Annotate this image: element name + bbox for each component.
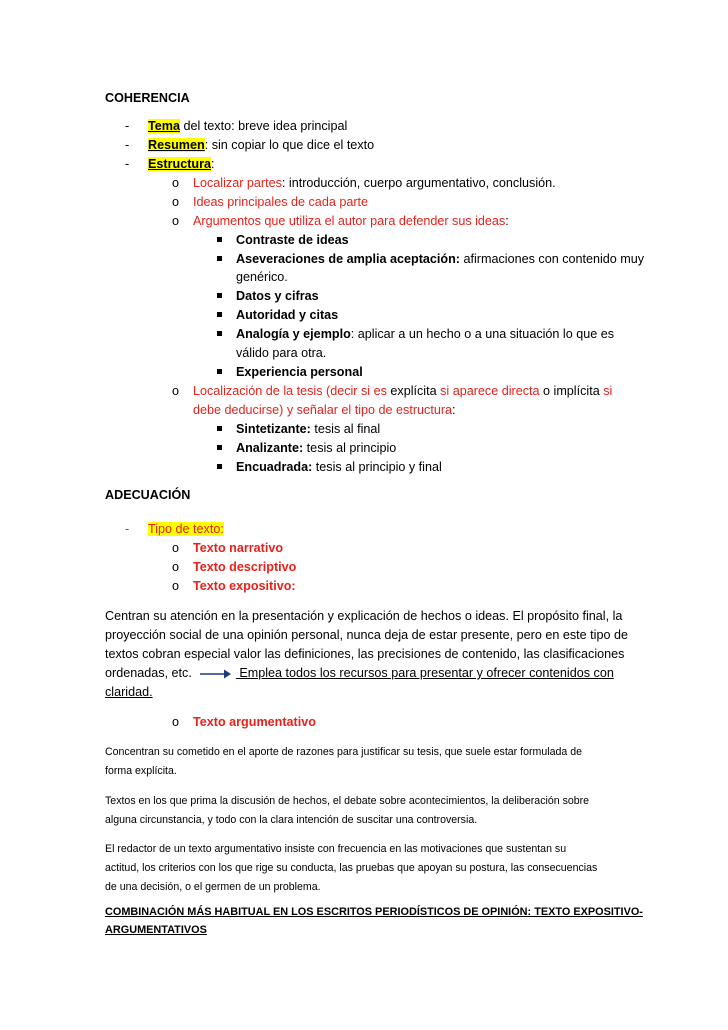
- arg-item-aseveraciones: [236, 250, 644, 268]
- right-arrow-icon: [198, 668, 232, 680]
- arg-item-aseveraciones-cont: genérico.: [236, 270, 288, 284]
- arg-item-bold: Datos y cifras: [236, 289, 319, 303]
- argumentativo-p3-line: actitud, los criterios con los que rige su conducta, las pruebas que apoyan su postura, las consecuencias: [105, 862, 598, 874]
- arg-item-bold: Experiencia personal: [236, 365, 363, 379]
- argumentativo-p3-line: de una decisión, o el germen de un problema.: [105, 881, 321, 893]
- arg-item-analogia-cont: válido para otra.: [236, 346, 327, 360]
- arg-item-bold: Contraste de ideas: [236, 233, 349, 247]
- item-ideas: Ideas principales de cada parte: [193, 195, 369, 209]
- tesis-item-text: tesis al principio y final: [312, 460, 442, 474]
- argumentativo-p1-line: Concentran su cometido en el aporte de razones para justificar su tesis, que suele estar formulada de: [105, 746, 582, 758]
- tesis-item-text: tesis al final: [310, 422, 381, 436]
- item-tesis-cont: [193, 401, 456, 419]
- square-bullet-icon: [217, 256, 222, 261]
- tipo-texto-label: Tipo de texto:: [148, 522, 224, 536]
- square-bullet-icon: [217, 464, 222, 469]
- tipo-argumentativo: Texto argumentativo: [193, 715, 316, 729]
- expositivo-line: Centran su atención en la presentación y explicación de hechos o ideas. El propósito final, la: [105, 609, 623, 623]
- square-bullet-icon: [217, 293, 222, 298]
- item-tipo-texto: [148, 520, 224, 538]
- argumentos-text: :: [505, 214, 509, 228]
- item-argumentos: [193, 212, 509, 230]
- argumentativo-p1-line: forma explícita.: [105, 765, 177, 777]
- tesis-p1: Localización de la tesis (decir si es: [193, 384, 391, 398]
- arg-item-bold: Aseveraciones de amplia aceptación:: [236, 252, 460, 266]
- dash-marker: -: [125, 522, 130, 536]
- expositivo-line: proyección social de una opinión personal, nunca deja de estar presente, pero en este tipo de: [105, 628, 628, 642]
- tesis-item-encuadrada: [236, 458, 442, 476]
- localizar-label: Localizar partes: [193, 176, 282, 190]
- square-bullet-icon: [217, 426, 222, 431]
- circle-marker: o: [172, 541, 180, 555]
- argumentativo-p3-line: El redactor de un texto argumentativo insiste con frecuencia en las motivaciones que sustentan su: [105, 843, 567, 855]
- circle-marker: o: [172, 715, 180, 729]
- square-bullet-icon: [217, 237, 222, 242]
- arg-item-text: afirmaciones con contenido muy: [460, 252, 645, 266]
- heading-coherencia: COHERENCIA: [105, 91, 190, 105]
- tipo-expositivo: Texto expositivo:: [193, 579, 296, 593]
- tipo-narrativo: Texto narrativo: [193, 541, 284, 555]
- resumen-label: Resumen: [148, 138, 205, 152]
- tesis-item-bold: Sintetizante:: [236, 422, 311, 436]
- arg-item-bold: Autoridad y citas: [236, 308, 339, 322]
- square-bullet-icon: [217, 369, 222, 374]
- arg-item-analogia: [236, 325, 614, 343]
- item-tesis: [193, 382, 612, 400]
- expositivo-underlined: Emplea todos los recursos para presentar y ofrecer contenidos con: [235, 666, 614, 680]
- square-bullet-icon: [217, 445, 222, 450]
- tesis-item-bold: Analizante:: [236, 441, 304, 455]
- item-estructura: [148, 155, 215, 173]
- circle-marker: o: [172, 579, 180, 593]
- final-heading-cont: ARGUMENTATIVOS: [105, 924, 207, 936]
- final-heading: COMBINACIÓN MÁS HABITUAL EN LOS ESCRITOS PERIODÍSTICOS DE OPINIÓN: TEXTO EXPOSITIVO-: [105, 906, 643, 918]
- item-tema: [148, 117, 347, 135]
- argumentativo-p2-line: Textos en los que prima la discusión de hechos, el debate sobre acontecimientos, la deliberación sobre: [105, 795, 590, 807]
- estructura-label: Estructura: [148, 157, 211, 171]
- circle-marker: o: [172, 195, 180, 209]
- tesis-item-sintetizante: [236, 420, 380, 438]
- tesis-p2: explícita: [390, 384, 437, 398]
- localizar-text: : introducción, cuerpo argumentativo, conclusión.: [281, 176, 556, 190]
- square-bullet-icon: [217, 331, 222, 336]
- tesis-p6: debe deducirse) y señalar el tipo de estructura: [193, 403, 453, 417]
- arg-item-autoridad: [236, 306, 338, 324]
- tesis-item-analizante: [236, 439, 396, 457]
- arg-item-datos: [236, 287, 319, 305]
- dash-marker: -: [125, 138, 130, 152]
- tesis-item-text: tesis al principio: [303, 441, 397, 455]
- expositivo-line: textos cobran especial valor las definiciones, las precisiones de contenido, las clasificaciones: [105, 647, 625, 661]
- tesis-p4: o implícita: [543, 384, 600, 398]
- arg-item-bold: Analogía y ejemplo: [236, 327, 351, 341]
- circle-marker: o: [172, 176, 180, 190]
- circle-marker: o: [172, 384, 180, 398]
- tesis-p7: :: [452, 403, 456, 417]
- dash-marker: -: [125, 119, 130, 133]
- expositivo-line-claridad: claridad.: [105, 685, 153, 699]
- expositivo-line-last: [105, 664, 614, 682]
- resumen-text: : sin copiar lo que dice el texto: [204, 138, 375, 152]
- tesis-item-bold: Encuadrada:: [236, 460, 313, 474]
- circle-marker: o: [172, 214, 180, 228]
- square-bullet-icon: [217, 312, 222, 317]
- tema-text: del texto: breve idea principal: [179, 119, 348, 133]
- tipo-descriptivo: Texto descriptivo: [193, 560, 297, 574]
- tesis-p3: si aparece directa: [436, 384, 544, 398]
- tesis-p5: si: [599, 384, 613, 398]
- expositivo-text: ordenadas, etc.: [105, 666, 192, 680]
- circle-marker: o: [172, 560, 180, 574]
- arg-item-experiencia: [236, 363, 363, 381]
- arg-item-contraste: [236, 231, 349, 249]
- argumentativo-p2-line: alguna circunstancia, y todo con la clara intención de suscitar una controversia.: [105, 814, 478, 826]
- argumentos-label: Argumentos que utiliza el autor para defender sus ideas: [193, 214, 506, 228]
- arg-item-text: : aplicar a un hecho o a una situación lo que es: [350, 327, 615, 341]
- tema-label: Tema: [148, 119, 180, 133]
- dash-marker: -: [125, 157, 130, 171]
- item-localizar: [193, 174, 556, 192]
- heading-adecuacion: ADECUACIÓN: [105, 488, 191, 502]
- item-resumen: [148, 136, 374, 154]
- estructura-text: :: [211, 157, 215, 171]
